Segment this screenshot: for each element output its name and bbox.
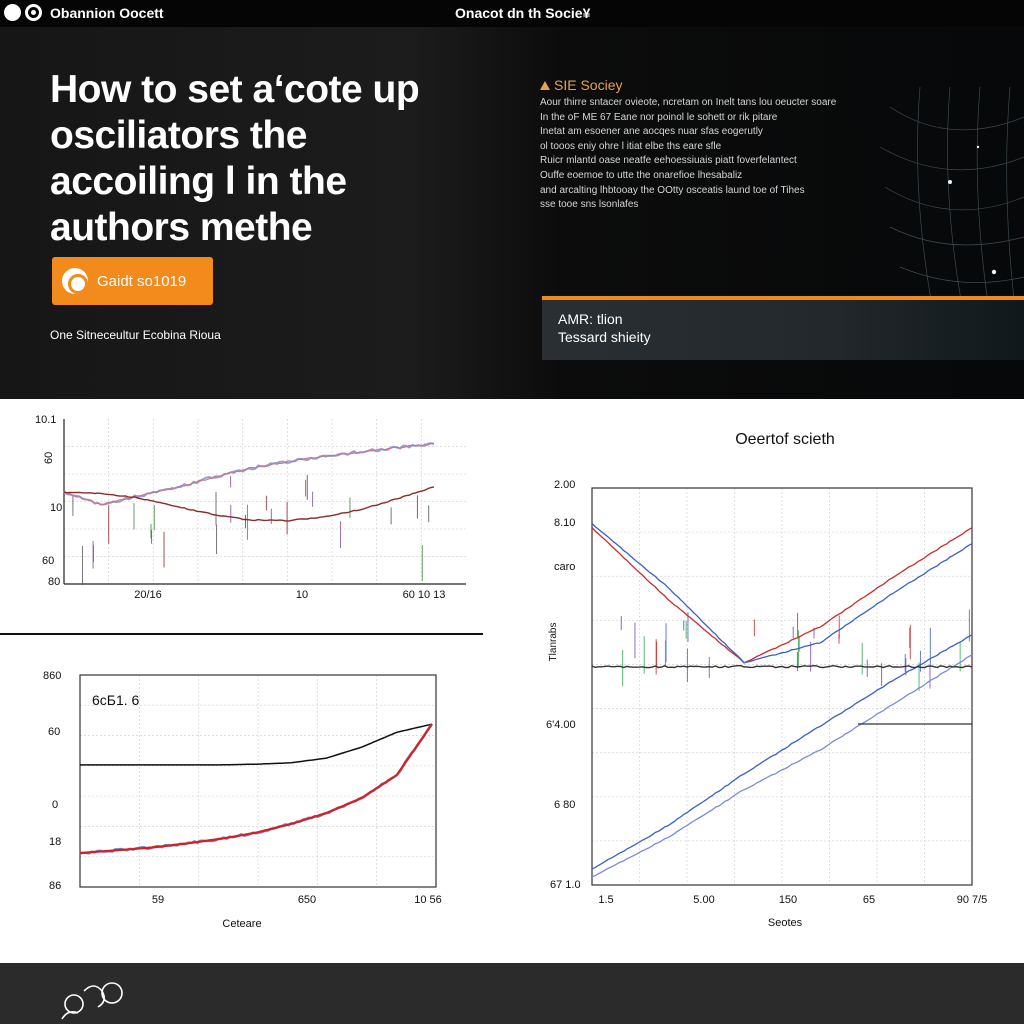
chart-annotation: 6сБ1. 6 (92, 692, 140, 708)
y-tick-label: caro (554, 561, 576, 573)
x-tick-label: 150 (778, 894, 798, 906)
y-tick-label: 67 1.0 (550, 879, 581, 891)
footer-logo-icon (58, 979, 138, 1024)
y-tick-label: 60 (48, 726, 61, 738)
info-line: Ruicr mlantd oase neatfe eehoessiuais piatt foverfelantect (540, 155, 797, 167)
hero-footnote: One Sitneceultur Ecobina Rioua (50, 328, 221, 342)
status-title: AMR: tlion (558, 311, 623, 327)
chart-bottom-left (0, 635, 483, 935)
chart-right (540, 420, 1024, 940)
info-line: Inetat am esoener ane aocqes nuar sfas eogerutly (540, 126, 763, 138)
x-axis-label: Ceteare (222, 918, 262, 930)
info-heading (540, 77, 890, 93)
y-tick-label: 0 (52, 799, 59, 811)
y-tick-label: 86 (49, 880, 62, 892)
y-tick-label: 6 80 (554, 799, 576, 811)
line-series-red (80, 724, 432, 853)
x-tick-label: 1.5 (598, 894, 614, 906)
hero-banner (0, 27, 1024, 399)
y-tick-label: 10.1 (35, 414, 57, 426)
info-line: Ouffe eoemoe to utte the onarefioe lhesabaliz (540, 169, 743, 181)
cta-button[interactable] (52, 257, 213, 305)
status-subtitle: Tessard shieity (558, 329, 651, 345)
y-tick-label: 6'4.00 (546, 719, 576, 731)
line-series-blue (80, 724, 432, 854)
chart-top-left (0, 399, 483, 633)
y-tick-label: 10 (50, 502, 63, 514)
warning-icon (540, 81, 550, 90)
record-dot-icon (4, 4, 21, 21)
y-tick-label: 60 (43, 451, 55, 464)
x-tick-label: 10 (295, 589, 309, 601)
x-axis-label: Seotes (767, 917, 803, 929)
line-series-2 (64, 487, 434, 521)
info-line: ol tooos eniy ohre l itiat elbe ths eare sfle (540, 140, 722, 152)
info-line: In the oF ME 67 Eane nor poinol le sohett or rik pitare (540, 111, 778, 123)
info-panel (540, 77, 890, 213)
x-tick-label: 90 7/5 (956, 894, 988, 906)
hero-title: How to set aʻcote up osciliators the accoiling l in the authors methe (50, 68, 420, 249)
status-strip (542, 296, 1024, 360)
app-name: Obannion Oocett (50, 4, 164, 21)
line-series-1 (592, 527, 972, 662)
y-tick-label: 860 (43, 670, 62, 682)
x-tick-label: 60 10 13 (402, 589, 446, 601)
target-logo-icon (25, 4, 42, 21)
y-tick-label: 8.10 (554, 517, 576, 529)
app-brand[interactable] (4, 4, 164, 21)
info-line: Aour thirre sntacer ovieote, ncretam on Inelt tans lou oeucter soare (540, 97, 837, 108)
footer-bar (0, 963, 1024, 1024)
line-series-5 (592, 666, 972, 668)
x-tick-label: 5.00 (693, 894, 715, 906)
x-tick-label: 65 (862, 894, 876, 906)
info-line: and arcalting lhbtooay the OOtty osceatis laund toe of Tihes (540, 184, 805, 196)
chart-title: Oeertof scieth (735, 431, 835, 448)
x-tick-label: 10 56 (414, 894, 442, 906)
cta-button-label: Gaidt so1019 (97, 272, 187, 290)
y-tick-label: 80 (48, 576, 61, 588)
window-title-bar (0, 0, 1024, 27)
target-icon (62, 268, 88, 294)
line-series-black (80, 724, 432, 765)
x-tick-label: 20/16 (134, 589, 162, 601)
x-tick-label: 59 (151, 894, 165, 906)
info-line: sse tooe sns lsonlafes (540, 199, 639, 211)
x-tick-label: 650 (297, 894, 317, 906)
y-tick-label: 2.00 (554, 479, 576, 491)
info-heading-text: SIE Sociey (554, 77, 623, 93)
y-tick-label: 60 (42, 555, 55, 567)
y-axis-label: Tlanrabs (548, 622, 559, 662)
window-title: Onacot dn th Socie¥ (455, 5, 591, 21)
y-tick-label: 18 (49, 836, 62, 848)
info-body (540, 96, 890, 213)
